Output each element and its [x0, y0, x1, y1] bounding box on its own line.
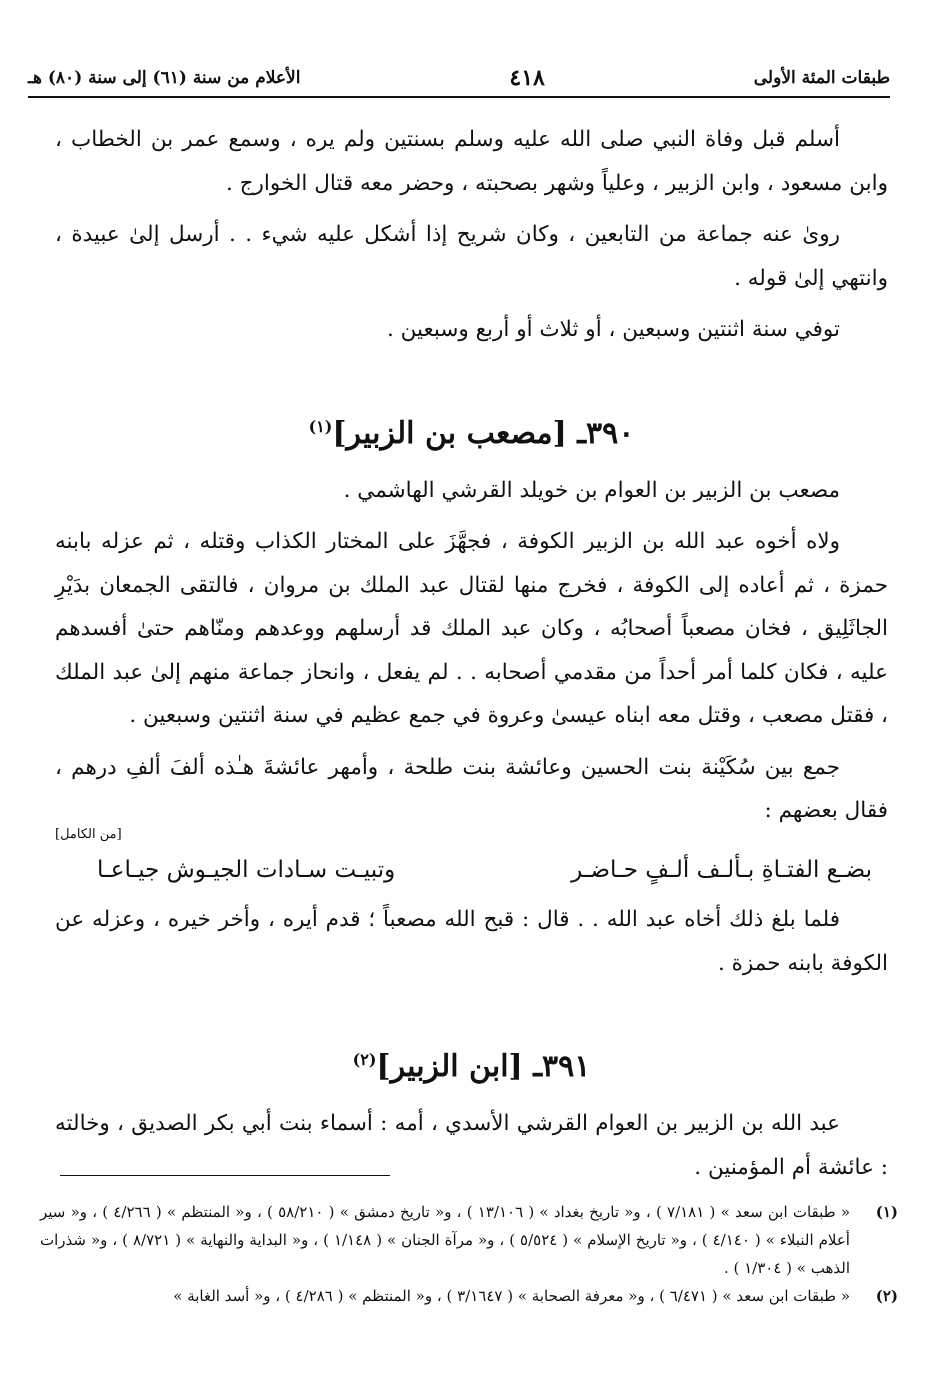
header-section-title: الأعلام من سنة (٦١) إلى سنة (٨٠) هـ — [28, 68, 301, 88]
poetic-meter-label: [من الكامل] — [55, 826, 122, 842]
entry-paragraph: مصعب بن الزبير بن العوام بن خويلد القرشي الهاشمي . — [343, 477, 840, 503]
footnote-text: « طبقات ابن سعد » ( ٧/١٨١ ) ، و« تاريخ بغداد » ( ١٣/١٠٦ ) ، و« تاريخ دمشق » ( ٥٨/٢١٠ ) ، و« المنتظم » ( ٤/٢٦٦ ) ، و« سير أعلام النبلاء » ( ٤/١٤٠ ) ، و« تاريخ الإسلام » ( ٥/٥٢٤ ) ، و« مرآة الجنان » ( ١/١٤٨ ) ، و« البداية والنهاية » ( ٨/٧٢١ ) ، و« شذرات الذهب » ( ١/٣٠٤ ) . — [40, 1203, 850, 1277]
entry-title: ٣٩٠ـ [مصعب بن الزبير] — [332, 415, 635, 451]
poetry-verse — [55, 849, 888, 893]
entry-paragraph: جمع بين سُكَيْنة بنت الحسين وعائشة بنت طلحة ، وأمهر عائشةَ هـٰذه ألفَ ألفِ درهم ، فقال بعضهم : — [55, 754, 888, 823]
main-text — [55, 118, 888, 1189]
page-number: ٤١٨ — [509, 65, 545, 91]
footnote-number: (١) — [875, 1203, 898, 1221]
header-book-title: طبقات المئة الأولى — [753, 68, 890, 88]
intro-paragraph: توفي سنة اثنتين وسبعين ، أو ثلاث أو أربع وسبعين . — [387, 317, 840, 342]
footnote — [40, 1282, 898, 1310]
entry-heading-390 — [55, 404, 888, 457]
entry-heading-391 — [55, 1037, 888, 1090]
running-header — [28, 60, 890, 98]
footnote-ref: (١) — [308, 416, 333, 436]
intro-paragraph: روىٰ عنه جماعة من التابعين ، وكان شريح إذا أشكل عليه شيء . . أرسل إلىٰ عبيدة ، وانتهي إلىٰ قوله . — [55, 222, 888, 291]
verse-second-hemistich: وتبيـت سـادات الجيـوش جيـاعـا — [97, 856, 396, 883]
footnote-ref: (٢) — [352, 1050, 377, 1069]
entry-paragraph: ولاه أخوه عبد الله بن الزبير الكوفة ، فجهَّزَ على المختار الكذاب وقتله ، ثم عزله بابنه حمزة ، ثم أعاده إلى الكوفة ، فخرج منها لقتال عبد الملك بن مروان ، فالتقى الجمعان بدَيْرِ الجاثَلِيق ، فخان مصعباً أصحابُه ، وكان عبد الملك قد أرسلهم ووعدهم ومنّاهم حتىٰ أفسدهم عليه ، فكان كلما أمر أحداً من مقدمي أصحابه . . لم يفعل ، وانحاز جماعة منهم إلىٰ عبد الملك ، فقتل مصعب ، وقتل معه ابناه عيسىٰ وعروة في جمع عظيم في سنة اثنتين وسبعين . — [55, 529, 888, 728]
footnote-number: (٢) — [875, 1287, 898, 1305]
footnote-divider — [60, 1175, 390, 1176]
footnote-text: « طبقات ابن سعد » ( ٦/٤٧١ ) ، و« معرفة الصحابة » ( ٣/١٦٤٧ ) ، و« المنتظم » ( ٤/٢٨٦ ) ، و« أسد الغابة » — [173, 1287, 850, 1305]
entry-title: ٣٩١ـ [ابن الزبير] — [376, 1049, 591, 1084]
entry-paragraph: فلما بلغ ذلك أخاه عبد الله . . قال : قبح الله مصعباً ؛ قدم أيره ، وأخر خيره ، وعزله عن الكوفة بابنه حمزة . — [55, 907, 888, 976]
footnotes — [40, 1198, 898, 1310]
verse-first-hemistich: بضـع الفتـاةِ بـألـف ألـفٍ حـاضـر — [571, 856, 872, 883]
entry-paragraph: عبد الله بن الزبير بن العوام القرشي الأسدي ، أمه : أسماء بنت أبي بكر الصديق ، وخالته : عائشة أم المؤمنين . — [55, 1111, 888, 1180]
footnote — [40, 1198, 898, 1282]
intro-paragraph: أسلم قبل وفاة النبي صلى الله عليه وسلم بسنتين ولم يره ، وسمع عمر بن الخطاب ، وابن مسعود ، وابن الزبير ، وعلياً وشهر بصحبته ، وحضر معه قتال الخوارج . — [55, 127, 888, 196]
